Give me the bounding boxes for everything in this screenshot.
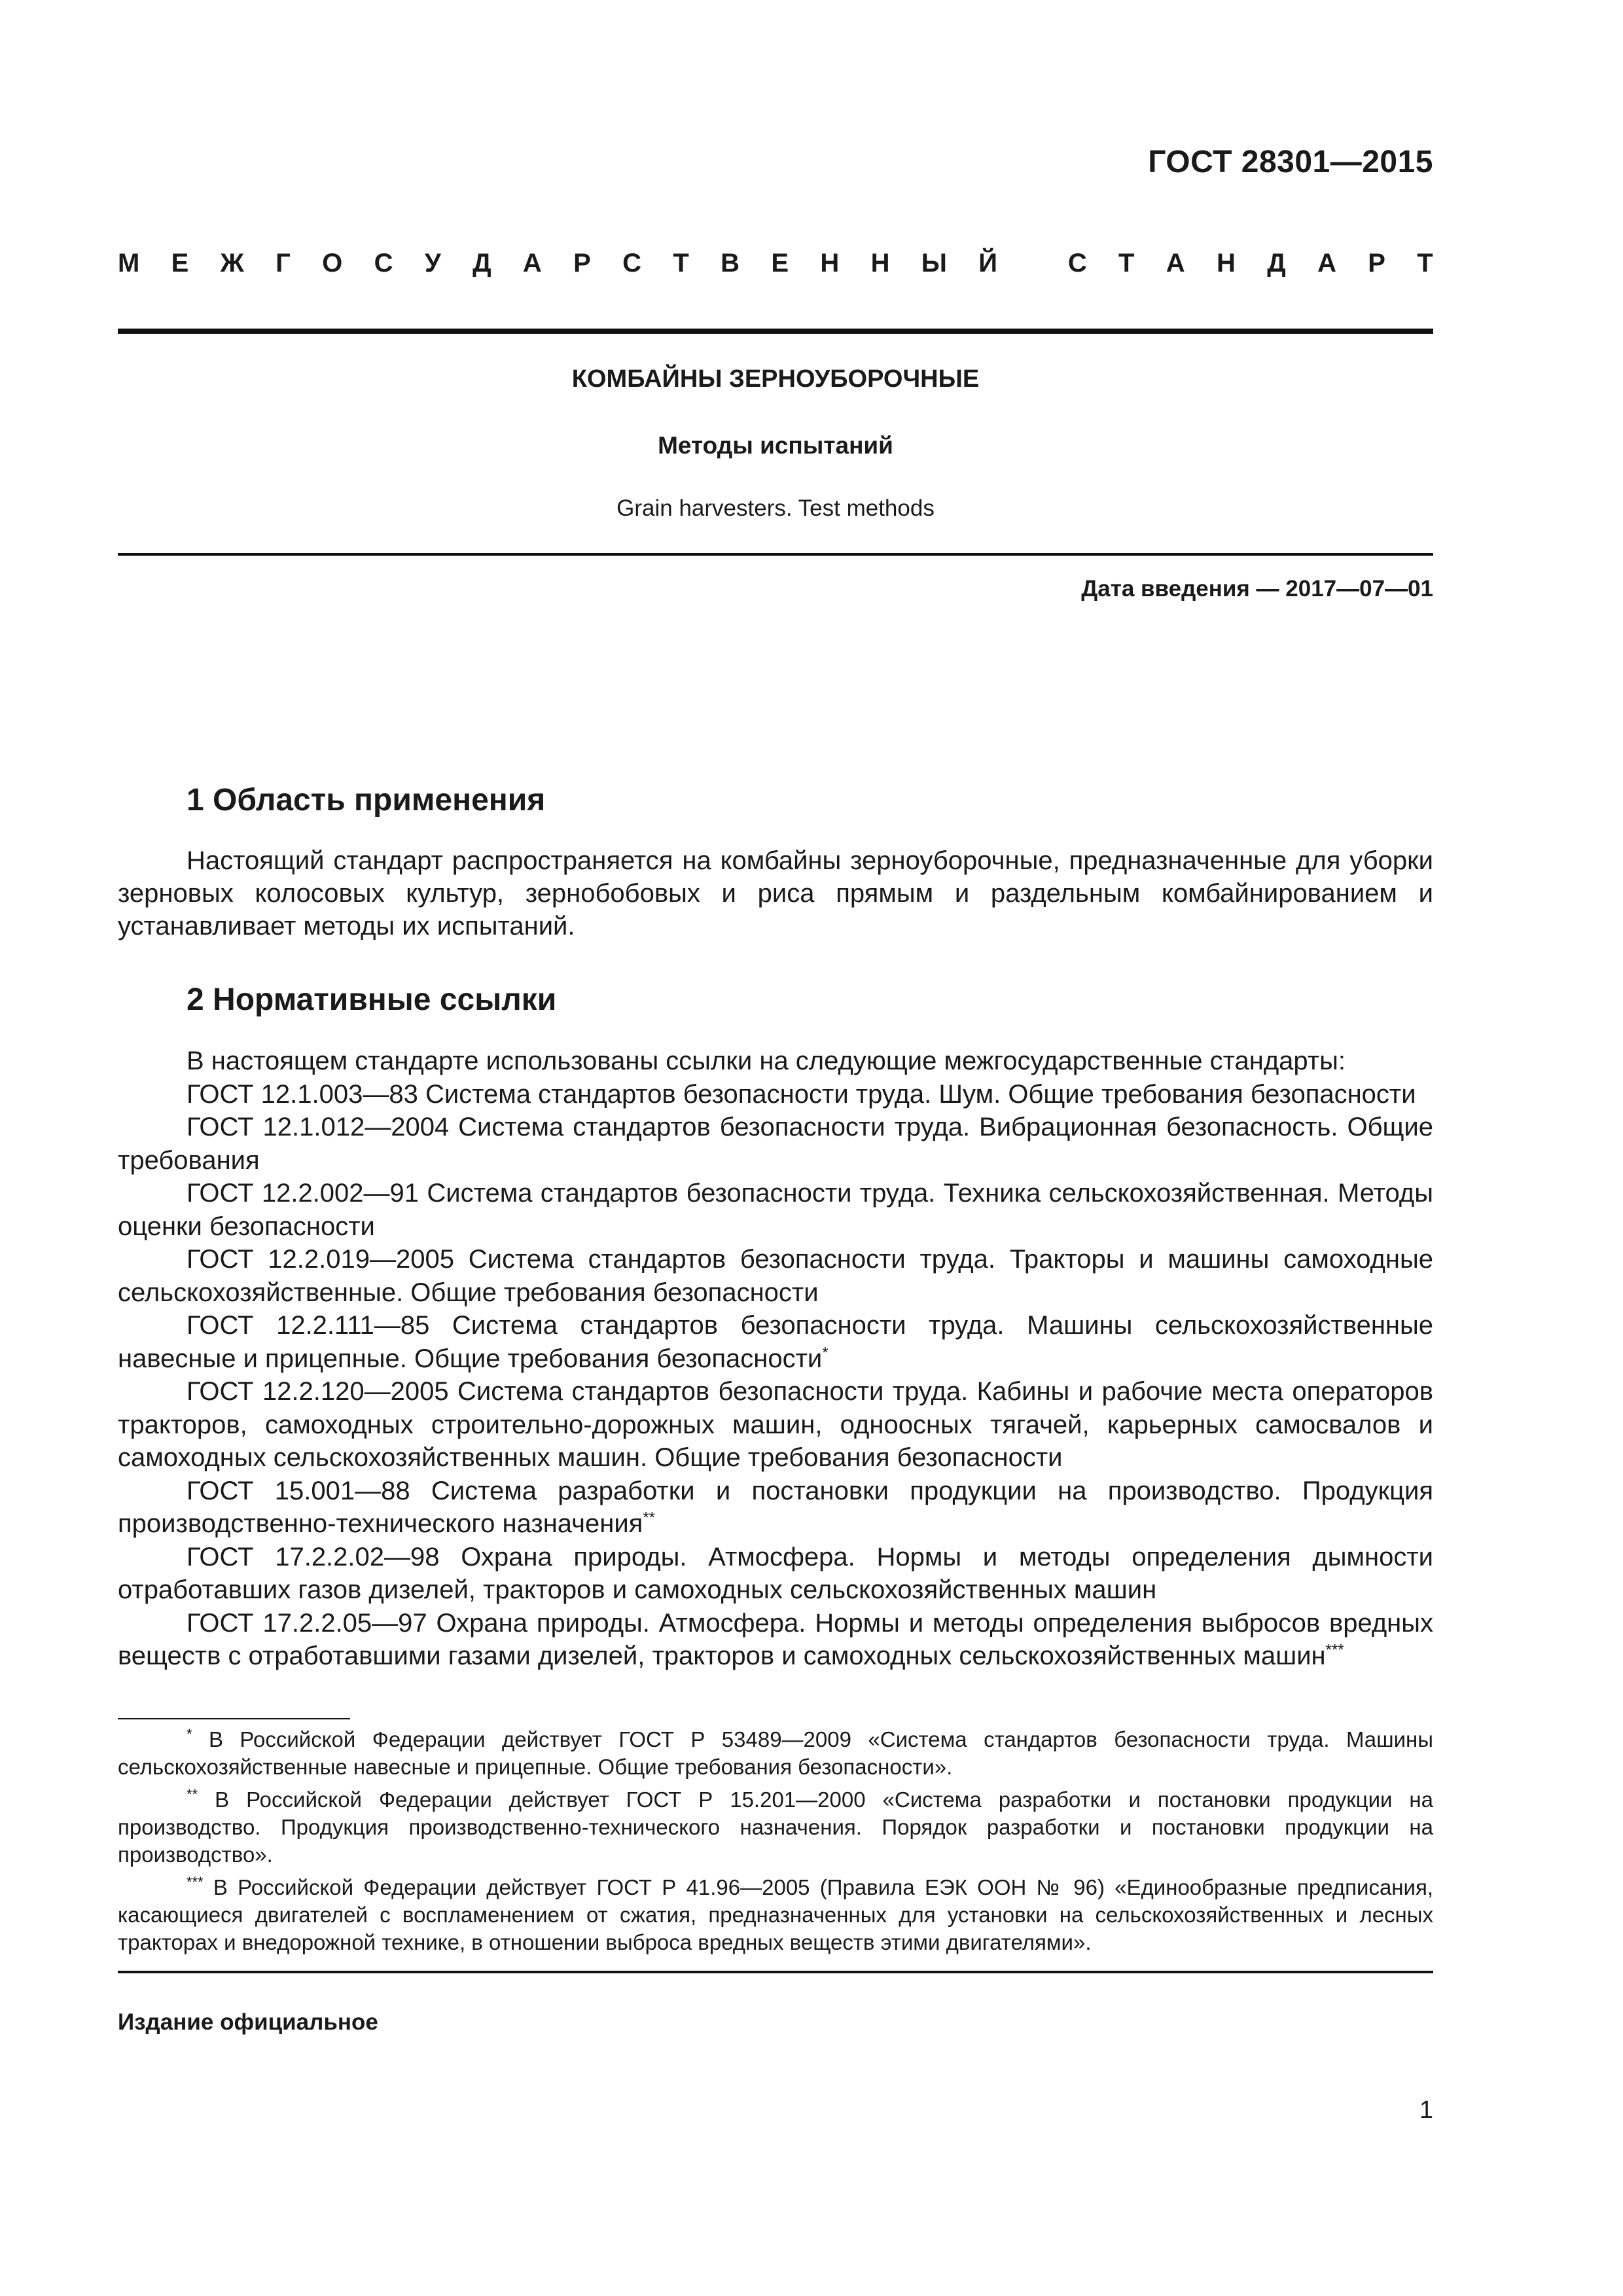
letter: Т: [673, 249, 689, 278]
letter: Д: [1267, 249, 1286, 278]
letter: Е: [771, 249, 789, 278]
gost-number: ГОСТ 28301—2015: [1148, 145, 1433, 179]
letter: Т: [1118, 249, 1135, 278]
letter: Н: [820, 249, 840, 278]
letter: Ж: [220, 249, 244, 278]
footnote: ** В Российской Федерации действует ГОСТ Р 15.201—2000 «Система разработки и постановки продукции на производство. Продукция производственно-технического назначения. Порядок разработки и постановки продукции на производство».: [118, 1786, 1433, 1867]
reference-item: ГОСТ 17.2.2.05—97 Охрана природы. Атмосфера. Нормы и методы определения выбросов вредных веществ с отработавшими газами дизелей, тракторов и самоходных сельскохозяйственных машин***: [118, 1608, 1433, 1670]
letter: Н: [870, 249, 890, 278]
reference-item: ГОСТ 12.2.120—2005 Система стандартов безопасности труда. Кабины и рабочие места операторов тракторов, самоходных строительно-дорожных машин, одноосных тягачей, карьерных самосвалов и самоходных сельскохозяйственных машин. Общие требования безопасности: [118, 1377, 1433, 1472]
footnote: * В Российской Федерации действует ГОСТ Р 53489—2009 «Система стандартов безопасности труда. Машины сельскохозяйственные навесные и прицепные. Общие требования безопасности».: [118, 1726, 1434, 1779]
reference-item: ГОСТ 12.1.003—83 Система стандартов безопасности труда. Шум. Общие требования безопасности: [187, 1079, 1416, 1109]
title-divider: [118, 553, 1433, 556]
footer-divider: [118, 1971, 1433, 1973]
footnote-separator: [118, 1718, 350, 1719]
footnote-mark: *: [187, 1726, 192, 1742]
letter: У: [424, 249, 441, 278]
section-2-body: [118, 1045, 1433, 1673]
document-title: КОМБАЙНЫ ЗЕРНОУБОРОЧНЫЕ: [571, 365, 980, 393]
letter: С: [1067, 249, 1087, 278]
letter: Т: [1417, 249, 1433, 278]
header-divider-thick: [118, 329, 1433, 334]
reference-item: ГОСТ 12.2.019—2005 Система стандартов безопасности труда. Тракторы и машины самоходные сельскохозяйственные. Общие требования безопасности: [118, 1245, 1433, 1307]
footnote: *** В Российской Федерации действует ГОСТ Р 41.96—2005 (Правила ЕЭК ООН № 96) «Единообразные предписания, касающиеся двигателей с воспламенением от сжатия, предназначенных для установки на сельскохозяйственных и лесных тракторах и внедорожной технике, в отношении выброса вредных веществ этими двигателями».: [118, 1874, 1433, 1954]
section-1-heading: 1 Область применения: [187, 783, 546, 817]
footnote-mark: ***: [187, 1874, 204, 1890]
scope-paragraph: Настоящий стандарт распространяется на комбайны зерноуборочные, предназначенные для уборки зерновых колосовых культур, зернобобовых и риса прямым и раздельным комбайнированием и устанавливает методы их испытаний.: [118, 846, 1433, 941]
letter: Н: [1217, 249, 1236, 278]
reference-item: ГОСТ 12.2.111—85 Система стандартов безопасности труда. Машины сельскохозяйственные навесные и прицепные. Общие требования безопасности*: [118, 1311, 1433, 1373]
letter: А: [1317, 249, 1336, 278]
letter: М: [118, 249, 140, 278]
footnotes: [118, 1726, 1433, 1962]
footnote-marker[interactable]: **: [643, 1509, 656, 1527]
letter: Е: [171, 249, 189, 278]
letter: Г: [276, 249, 291, 278]
letter: А: [522, 249, 542, 278]
footnote-mark: **: [187, 1786, 198, 1803]
footnote-marker[interactable]: ***: [1325, 1641, 1344, 1659]
letter: Й: [978, 249, 998, 278]
page-number: 1: [1419, 2096, 1433, 2124]
section-1-body: [118, 844, 1433, 942]
letter: А: [1166, 249, 1185, 278]
reference-item: ГОСТ 12.2.002—91 Система стандартов безопасности труда. Техника сельскохозяйственная. Методы оценки безопасности: [118, 1179, 1433, 1241]
document-subtitle: Методы испытаний: [658, 432, 893, 459]
english-title: Grain harvesters. Test methods: [616, 495, 935, 521]
letter: С: [622, 249, 642, 278]
letter: В: [721, 249, 740, 278]
letter: Д: [473, 249, 491, 278]
footnote-marker[interactable]: *: [822, 1344, 829, 1362]
official-edition-label: Издание официальное: [118, 2009, 378, 2035]
letter: Р: [573, 249, 591, 278]
letter: С: [374, 249, 393, 278]
reference-item: ГОСТ 12.1.012—2004 Система стандартов безопасности труда. Вибрационная безопасность. Общие требования: [118, 1113, 1433, 1175]
letter: О: [322, 249, 343, 278]
letter: Ы: [921, 249, 947, 278]
references-intro: В настоящем стандарте использованы ссылки на следующие межгосударственные стандарты:: [187, 1047, 1346, 1075]
standard-type-label: [118, 249, 1433, 278]
section-2-heading: 2 Нормативные ссылки: [187, 982, 557, 1017]
introduction-date: Дата введения — 2017—07—01: [1081, 576, 1433, 601]
letter-gap: [1029, 249, 1036, 278]
reference-item: ГОСТ 17.2.2.02—98 Охрана природы. Атмосфера. Нормы и методы определения дымности отработавших газов дизелей, тракторов и самоходных сельскохозяйственных машин: [118, 1542, 1433, 1604]
letter: Р: [1368, 249, 1385, 278]
reference-item: ГОСТ 15.001—88 Система разработки и постановки продукции на производство. Продукция производственно-технического назначения**: [118, 1476, 1433, 1538]
